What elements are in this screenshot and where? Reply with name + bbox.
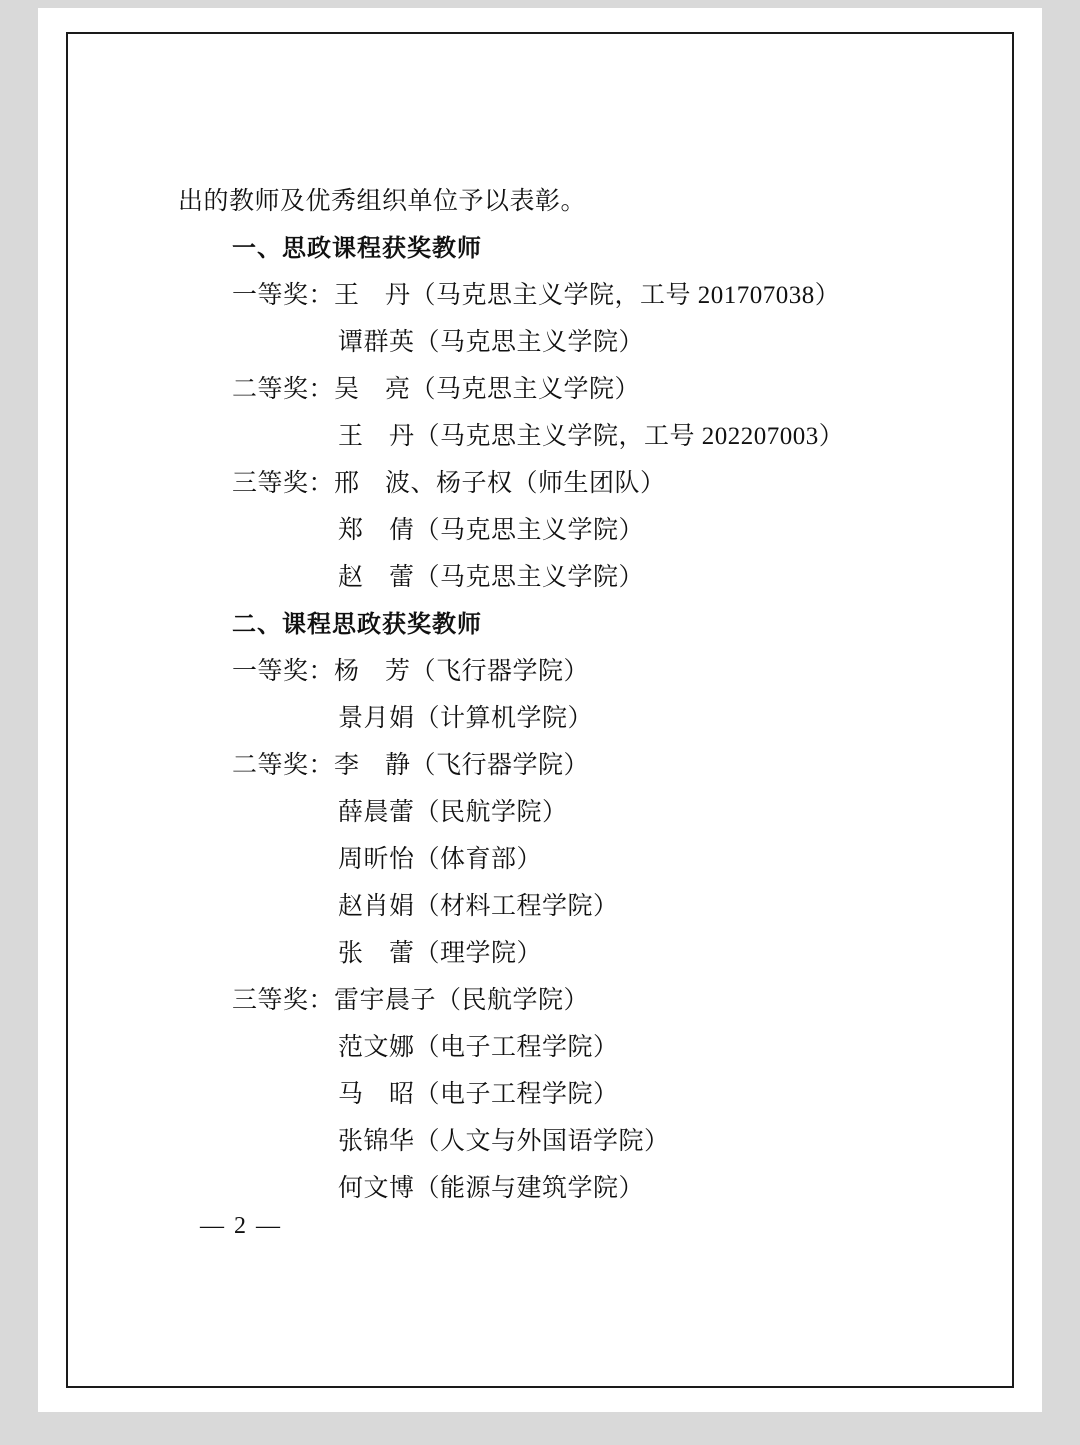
award-line <box>178 272 908 319</box>
award-entry: 王 丹（马克思主义学院，工号 201707038） <box>334 282 841 309</box>
award-entry-line: 薛晨蕾（民航学院） <box>338 799 568 826</box>
award-label: 一等奖： <box>232 282 335 309</box>
intro-paragraph: 出的教师及优秀组织单位予以表彰。 <box>178 188 587 215</box>
section-heading-2: 二、课程思政获奖教师 <box>232 610 482 638</box>
award-line <box>178 742 908 789</box>
award-entry-line: 周昕怡（体育部） <box>338 846 543 873</box>
award-label: 三等奖： <box>232 470 335 497</box>
award-label: 二等奖： <box>232 376 335 403</box>
section-heading-1: 一、思政课程获奖教师 <box>232 234 482 262</box>
award-entry-line: 赵肖娟（材料工程学院） <box>338 893 619 920</box>
award-line <box>178 977 908 1024</box>
award-entry-line: 王 丹（马克思主义学院，工号 202207003） <box>338 423 845 450</box>
award-entry-line: 谭群英（马克思主义学院） <box>338 329 645 356</box>
award-entry: 李 静（飞行器学院） <box>334 752 590 779</box>
award-entry: 杨 芳（飞行器学院） <box>334 658 590 685</box>
award-entry-line: 赵 蕾（马克思主义学院） <box>338 564 645 591</box>
award-line <box>178 648 908 695</box>
award-label: 二等奖： <box>232 752 335 779</box>
document-body <box>178 178 908 1212</box>
award-entry-line: 马 昭（电子工程学院） <box>338 1081 619 1108</box>
award-entry-line: 张锦华（人文与外国语学院） <box>338 1128 670 1155</box>
award-entry-line: 张 蕾（理学院） <box>338 940 543 967</box>
award-line <box>178 366 908 413</box>
award-label: 一等奖： <box>232 658 335 685</box>
award-entry-line: 郑 倩（马克思主义学院） <box>338 517 645 544</box>
award-entry: 吴 亮（马克思主义学院） <box>334 376 641 403</box>
award-entry: 邢 波、杨子权（师生团队） <box>334 470 666 497</box>
award-entry: 雷宇晨子（民航学院） <box>334 987 590 1014</box>
award-entry-line: 何文博（能源与建筑学院） <box>338 1175 645 1202</box>
award-entry-line: 范文娜（电子工程学院） <box>338 1034 619 1061</box>
award-line <box>178 460 908 507</box>
award-label: 三等奖： <box>232 987 335 1014</box>
page-number: — 2 — <box>200 1213 282 1239</box>
document-page <box>38 8 1042 1412</box>
award-entry-line: 景月娟（计算机学院） <box>338 705 594 732</box>
